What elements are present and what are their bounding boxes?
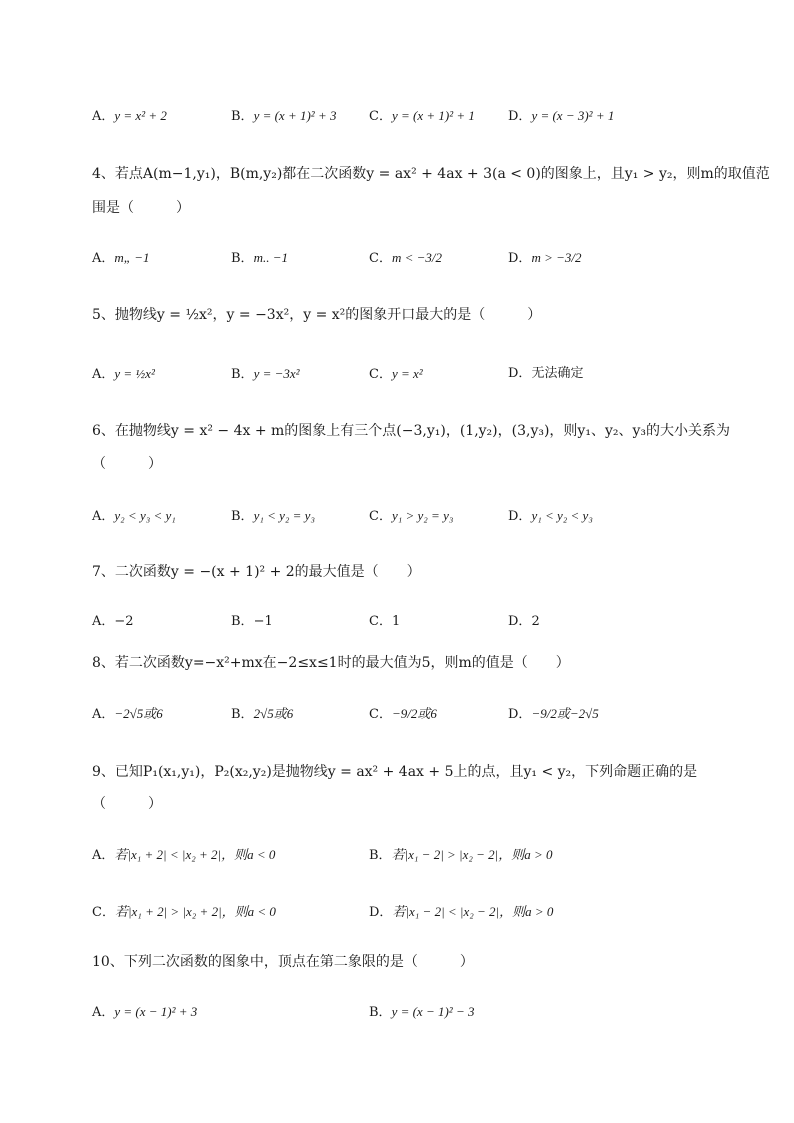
- q8-option-a: [92, 704, 163, 725]
- option-label: D．: [508, 251, 532, 266]
- option-expr: 2: [531, 614, 540, 629]
- option-expr: 若|x₁ + 2| < |x₂ + 2|，则a < 0: [114, 847, 276, 862]
- option-label: D．: [508, 509, 532, 524]
- q7-option-a: [92, 612, 134, 632]
- option-expr: y₂ < y₃ < y₁: [114, 508, 176, 523]
- q5-option-d: [508, 364, 583, 384]
- q10-option-b: [369, 1002, 474, 1023]
- q6-option-d: [508, 506, 593, 527]
- q10-option-a: [92, 1002, 197, 1023]
- q4-option-b: [231, 248, 288, 269]
- option-label: C．: [369, 367, 392, 382]
- q9-option-d: [369, 902, 553, 923]
- q9-stem-line1: 9、已知P₁(x₁,y₁)，P₂(x₂,y₂)是抛物线y = ax² + 4ax + 5上的点，且y₁ < y₂，下列命题正确的是: [92, 764, 698, 780]
- q9-stem-line2: （ ）: [92, 796, 162, 812]
- option-expr: 1: [391, 614, 401, 629]
- option-expr: 若|x₁ − 2| > |x₂ − 2|，则a > 0: [391, 847, 553, 862]
- option-expr: y = x²: [391, 366, 423, 381]
- option-expr: −2√5或6: [114, 706, 163, 721]
- q7-option-d: [508, 612, 540, 632]
- option-expr: y₁ > y₂ = y₃: [391, 508, 454, 523]
- option-expr: m.. −1: [253, 250, 288, 265]
- option-expr: y = (x + 1)² + 3: [253, 108, 337, 123]
- option-label: A．: [92, 848, 115, 863]
- option-expr: y₁ < y₂ < y₃: [531, 508, 593, 523]
- q10-stem-line1: 10、下列二次函数的图象中，顶点在第二象限的是（ ）: [92, 954, 474, 970]
- option-expr: 若|x₁ − 2| < |x₂ − 2|，则a > 0: [392, 904, 554, 919]
- option-expr: y₁ < y₂ = y₃: [253, 508, 315, 523]
- option-label: A．: [92, 109, 115, 124]
- option-expr: −9/2或−2√5: [531, 706, 599, 721]
- q4-option-c: [369, 248, 442, 269]
- option-expr: m„ −1: [114, 250, 150, 265]
- option-label: B．: [231, 251, 254, 266]
- q8-option-c: [369, 704, 437, 725]
- option-label: B．: [369, 848, 392, 863]
- q6-option-a: [92, 506, 176, 527]
- q6-stem-line1: 6、在抛物线y = x² − 4x + m的图象上有三个点(−3,y₁)，(1,y₂)，(3,y₃)，则y₁、y₂、y₃的大小关系为: [92, 423, 730, 439]
- q5-option-b: [231, 364, 300, 385]
- q8-stem-line1: 8、若二次函数y=−x²+mx在−2≤x≤1时的最大值为5，则m的值是（ ）: [92, 655, 570, 671]
- q7-option-b: [231, 612, 273, 632]
- option-expr: y = ½x²: [114, 366, 155, 381]
- option-label: B．: [231, 509, 254, 524]
- option-expr: m > −3/2: [531, 250, 582, 265]
- option-label: C．: [369, 109, 392, 124]
- option-label: D．: [508, 366, 532, 381]
- option-label: B．: [231, 614, 254, 629]
- option-expr: y = (x − 3)² + 1: [531, 108, 615, 123]
- option-expr: 无法确定: [531, 366, 584, 381]
- q4-stem-line1: 4、若点A(m−1,y₁)，B(m,y₂)都在二次函数y = ax² + 4ax + 3(a < 0)的图象上，且y₁ > y₂，则m的取值范: [92, 166, 770, 182]
- option-expr: y = (x − 1)² + 3: [114, 1004, 198, 1019]
- q4-option-d: [508, 248, 581, 269]
- q3-option-d: [508, 106, 614, 127]
- q4-option-a: [92, 248, 150, 269]
- q3-option-b: [231, 106, 336, 127]
- option-expr: y = (x − 1)² − 3: [391, 1004, 475, 1019]
- option-label: C．: [92, 905, 115, 920]
- option-label: D．: [508, 614, 532, 629]
- q6-stem-line2: （ ）: [92, 456, 162, 472]
- option-label: A．: [92, 251, 115, 266]
- q8-option-d: [508, 704, 599, 725]
- option-expr: 若|x₁ + 2| > |x₂ + 2|，则a < 0: [114, 904, 276, 919]
- option-label: B．: [231, 109, 254, 124]
- q5-option-c: [369, 364, 423, 385]
- option-label: B．: [369, 1005, 392, 1020]
- q7-stem-line1: 7、二次函数y = −(x + 1)² + 2的最大值是（ ）: [92, 564, 421, 580]
- option-expr: y = x² + 2: [114, 108, 167, 123]
- option-expr: −1: [253, 614, 273, 629]
- option-expr: y = −3x²: [253, 366, 300, 381]
- q8-option-b: [231, 704, 293, 725]
- option-expr: −2: [114, 614, 134, 629]
- q7-option-c: [369, 612, 400, 632]
- option-expr: m < −3/2: [391, 250, 442, 265]
- q9-option-b: [369, 845, 553, 866]
- q5-option-a: [92, 364, 155, 385]
- option-label: A．: [92, 707, 115, 722]
- option-label: C．: [369, 707, 392, 722]
- option-label: A．: [92, 1005, 115, 1020]
- q5-stem-line1: 5、抛物线y = ½x²，y = −3x²，y = x²的图象开口最大的是（ ）: [92, 307, 542, 323]
- option-label: B．: [231, 367, 254, 382]
- q6-option-c: [369, 506, 453, 527]
- q4-stem-line2: 围是（ ）: [92, 200, 190, 216]
- q9-option-a: [92, 845, 275, 866]
- option-label: D．: [508, 109, 532, 124]
- option-label: A．: [92, 509, 115, 524]
- option-label: A．: [92, 367, 115, 382]
- q6-option-b: [231, 506, 315, 527]
- option-label: A．: [92, 614, 115, 629]
- q9-option-c: [92, 902, 276, 923]
- q3-option-c: [369, 106, 475, 127]
- option-label: D．: [369, 905, 393, 920]
- option-expr: 2√5或6: [253, 706, 294, 721]
- option-label: D．: [508, 707, 532, 722]
- option-label: C．: [369, 509, 392, 524]
- option-label: C．: [369, 614, 392, 629]
- option-expr: −9/2或6: [391, 706, 437, 721]
- option-label: C．: [369, 251, 392, 266]
- q3-option-a: [92, 106, 167, 127]
- option-expr: y = (x + 1)² + 1: [391, 108, 475, 123]
- option-label: B．: [231, 707, 254, 722]
